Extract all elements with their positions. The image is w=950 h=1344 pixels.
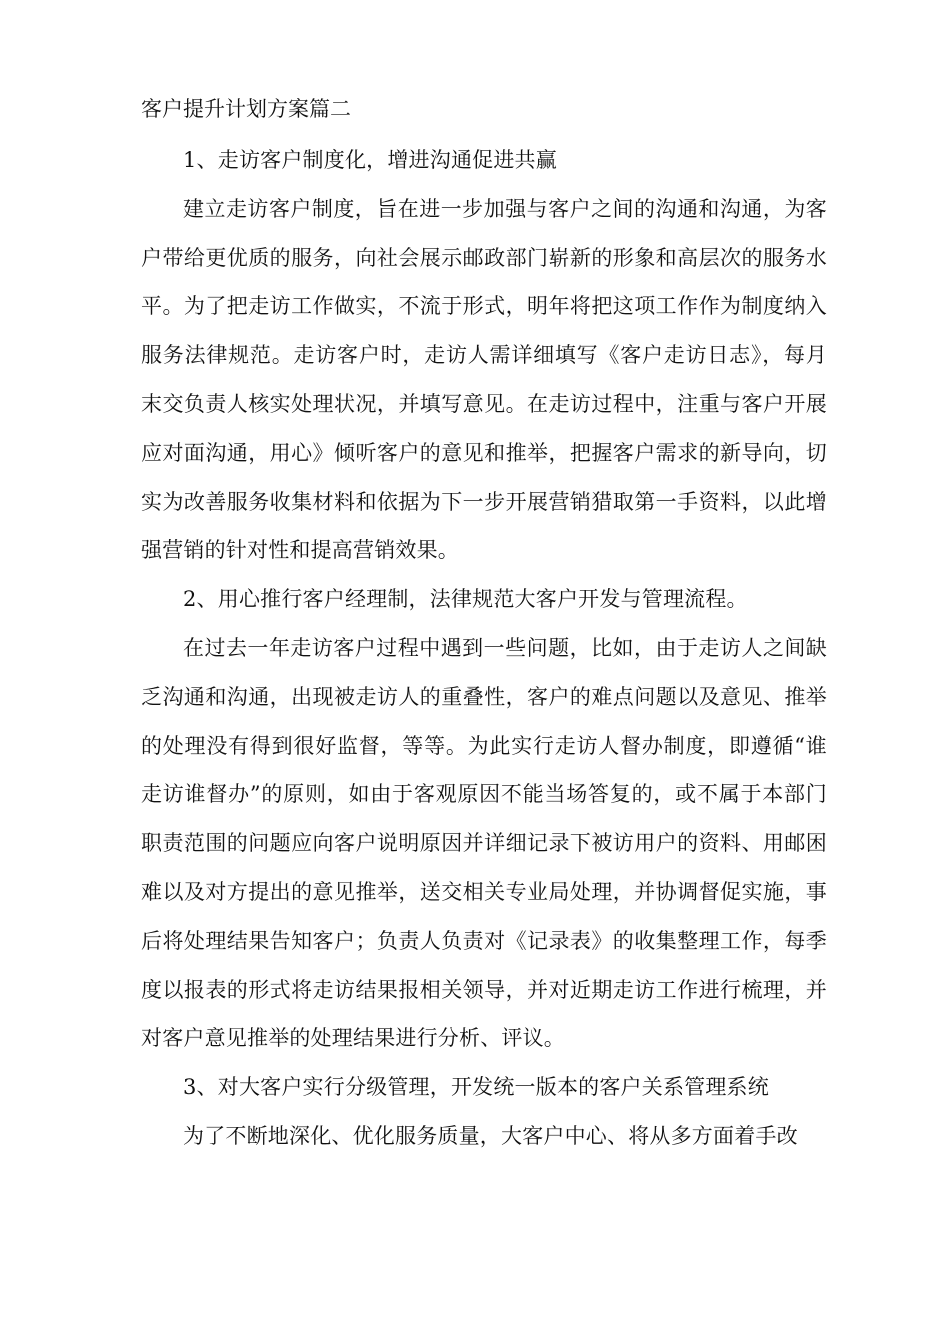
document-title: 客户提升计划方案篇二 — [141, 97, 351, 121]
section-heading-3: 3、对大客户实行分级管理，开发统一版本的客户关系管理系统 — [183, 1075, 769, 1100]
section-heading-2: 2、用心推行客户经理制，法律规范大客户开发与管理流程。 — [183, 587, 748, 612]
body-paragraph-1: 建立走访客户制度，旨在进一步加强与客户之间的沟通和沟通，为客户带给更优质的服务，向社会展示邮政部门崭新的形象和高层次的服务水平。为了把走访工作做实，不流于形式，明年将把这项工作作为制度纳入服务法律规范。走访客户时，走访人需详细填写《客户走访日志》，每月末交负责人核实处理状况，并填写意见。在走访过程中，注重与客户开展应对面沟通，用心》倾听客户的意见和推举，把握客户需求的新导向，切实为改善服务收集材料和依据为下一步开展营销猎取第一手资料，以此增强营销的针对性和提高营销效果。 — [141, 196, 827, 563]
body-paragraph-2: 在过去一年走访客户过程中遇到一些问题，比如，由于走访人之间缺乏沟通和沟通，出现被走访人的重叠性，客户的难点问题以及意见、推举的处理没有得到很好监督，等等。为此实行走访人督办制度，即遵循“谁走访谁督办”的原则，如由于客观原因不能当场答复的，或不属于本部门职责范围的问题应向客户说明原因并详细记录下被访用户的资料、用邮困难以及对方提出的意见推举，送交相关专业局处理，并协调督促实施，事后将处理结果告知客户；负责人负责对《记录表》的收集整理工作，每季度以报表的形式将走访结果报相关领导，并对近期走访工作进行梳理，并对客户意见推举的处理结果进行分析、评议。 — [141, 635, 827, 1051]
document-page — [141, 92, 827, 1161]
section-heading-1: 1、走访客户制度化，增进沟通促进共赢 — [183, 148, 557, 172]
body-paragraph-3: 为了不断地深化、优化服务质量，大客户中心、将从多方面着手改 — [183, 1123, 798, 1148]
